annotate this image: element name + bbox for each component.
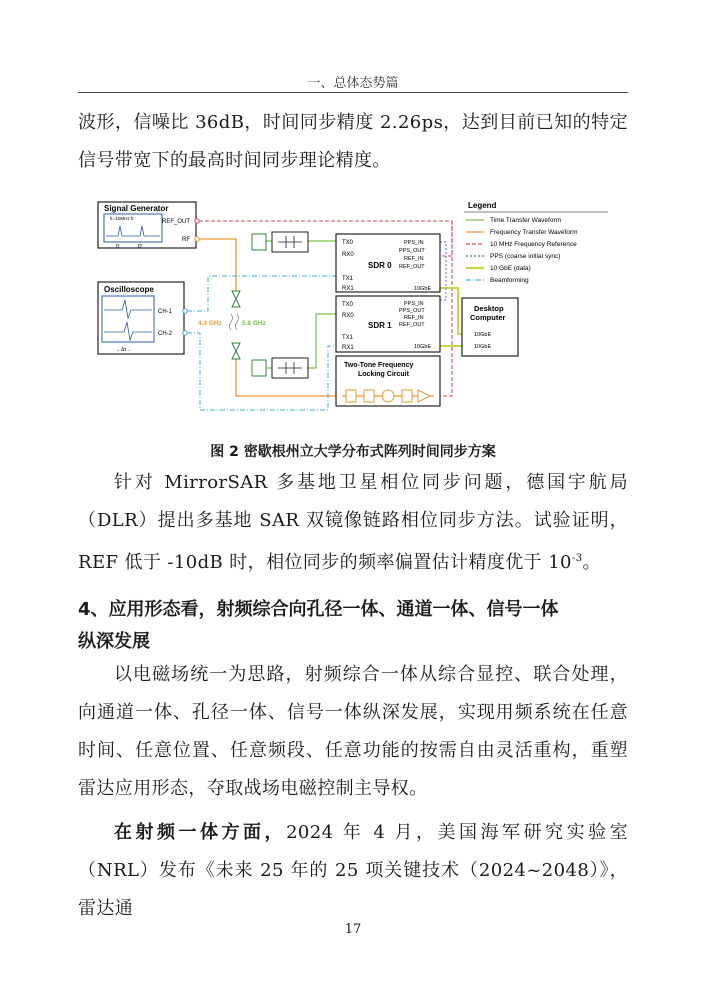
ref-out-port xyxy=(195,219,199,223)
filter-bottom-icon xyxy=(252,360,266,376)
sdr0-label: SDR 0 xyxy=(368,261,392,270)
page-number: 17 xyxy=(344,922,362,937)
osc-ch1: CH-1 xyxy=(158,309,173,315)
sdr1-rx0: RX0 xyxy=(342,313,354,319)
osc-delta-t: ←Δτ→ xyxy=(116,347,132,353)
sdr0-tx0: TX0 xyxy=(342,240,354,246)
legend-label: PPS (coarse initial sync) xyxy=(490,253,561,260)
paragraph-4 xyxy=(78,814,628,928)
lock-filter-1-icon xyxy=(346,390,356,402)
pps-line xyxy=(440,242,446,300)
sync-diagram xyxy=(96,196,616,424)
desktop-10gbe-2: 10GbE xyxy=(474,344,492,350)
section-heading-4-line2: 纵深发展 xyxy=(78,631,150,652)
rf-line xyxy=(199,239,236,291)
sdr0-rx1: RX1 xyxy=(342,286,354,292)
legend-label: Beamforming xyxy=(490,277,529,284)
legend-label: Frequency Transfer Waveform xyxy=(490,229,578,236)
sg-ref-out: REF_OUT xyxy=(162,219,191,225)
sdr1-ref-in: REF_IN xyxy=(404,315,424,321)
sdr1-rx1: RX1 xyxy=(342,345,354,351)
desktop-label-2: Computer xyxy=(470,313,506,322)
lock-mixer-icon xyxy=(382,390,394,402)
running-header: 一、总体态势篇 xyxy=(307,76,399,91)
header-rule xyxy=(78,92,628,93)
wireless-icon xyxy=(230,314,239,330)
paragraph-1: 波形，信噪比 36dB，时间同步精度 2.26ps，达到目前已知的特定信号带宽下的最高时间同步理论精度。 xyxy=(78,112,628,171)
legend-label: 10 GbE (data) xyxy=(490,265,531,272)
section-heading-4-line1: 4、应用形态看，射频综合向孔径一体、通道一体、信号一体 xyxy=(78,599,559,620)
legend-title: Legend xyxy=(468,201,497,210)
gbe-line-1 xyxy=(440,288,462,334)
sdr0-ref-out: REF_OUT xyxy=(399,264,425,270)
freq-58-label: 5.8 GHz xyxy=(242,320,266,327)
sdr1-tx0: TX0 xyxy=(342,302,354,308)
sdr1-label: SDR 1 xyxy=(368,321,392,330)
paragraph-2 xyxy=(78,464,628,582)
lock-filter-2-icon xyxy=(364,390,374,402)
lock-filter-3-icon xyxy=(402,390,412,402)
sdr0-rx0: RX0 xyxy=(342,252,354,258)
antenna-top-icon xyxy=(232,291,240,307)
paragraph-2-text: 针对 MirrorSAR 多基地卫星相位同步问题，德国宇航局（DLR）提出多基地 SAR 双镜像链路相位同步方法。试验证明，REF 低于 -10dB 时，相位同步的频率偏置估计精度优于 10 xyxy=(78,472,628,573)
sdr1-pps-in: PPS_IN xyxy=(404,301,424,307)
sdr0-pps-out: PPS_OUT xyxy=(399,248,425,254)
sdr1-pps-out: PPS_OUT xyxy=(399,308,425,314)
sg-f2: f2 xyxy=(138,244,143,250)
sdr1-tx1: TX1 xyxy=(342,335,354,341)
sdr1-ref-out: REF_OUT xyxy=(399,322,425,328)
paragraph-3: 以电磁场统一为思路，射频综合一体从综合显控、联合处理，向通道一体、孔径一体、信号一体纵深发展，实现用频系统在任意时间、任意位置、任意频段、任意功能的按需自由灵活重构，重塑雷达应用形态，夺取战场电磁控制主导权。 xyxy=(78,664,628,799)
lock-label-2: Locking Circuit xyxy=(358,371,409,378)
legend-label: 10 MHz Frequency Reference xyxy=(490,241,577,248)
desktop-10gbe-1: 10GbE xyxy=(474,332,492,338)
sdr1-10gbe: 10GbE xyxy=(414,344,432,350)
antenna-bottom-icon xyxy=(232,343,240,359)
beam-line-1 xyxy=(187,276,336,311)
sdr0-10gbe: 10GbE xyxy=(414,286,432,292)
section-heading-4 xyxy=(78,594,628,658)
sg-freq-label: fr=10MHz fr xyxy=(110,216,134,221)
rf-port xyxy=(195,237,199,241)
paragraph-2-superscript: -3 xyxy=(571,553,583,564)
oscilloscope-label: Oscilloscope xyxy=(104,285,154,294)
legend-label: Time Transfer Waveform xyxy=(490,217,562,224)
osc-ch2: CH-2 xyxy=(158,331,173,337)
figure-caption: 图 2 密歇根州立大学分布式阵列时间同步方案 xyxy=(210,444,496,460)
paragraph-4-lead: 在射频一体方面， xyxy=(114,822,287,843)
paragraph-2-end: 。 xyxy=(582,552,601,573)
sdr0-tx1: TX1 xyxy=(342,276,354,282)
lock-label-1: Two-Tone Frequency xyxy=(344,362,414,369)
legend-items xyxy=(466,217,578,284)
freq-43-label: 4.3 GHz xyxy=(198,320,222,327)
ch1-port xyxy=(183,309,187,313)
sdr0-pps-in: PPS_IN xyxy=(404,240,424,246)
filter-top-icon xyxy=(252,234,266,250)
ref-line-2 xyxy=(440,221,452,396)
desktop-label-1: Desktop xyxy=(474,304,504,313)
sdr0-ref-in: REF_IN xyxy=(404,256,424,262)
ch2-port xyxy=(183,331,187,335)
paragraph-4-text: 2024 年 4 月，美国海军研究实验室（NRL）发布《未来 25 年的 25 项关键技术（2024~2048）》，雷达通 xyxy=(78,822,628,919)
sg-rf: RF xyxy=(182,237,190,243)
sg-f1: f1 xyxy=(116,244,121,250)
signal-generator-label: Signal Generator xyxy=(104,204,169,213)
